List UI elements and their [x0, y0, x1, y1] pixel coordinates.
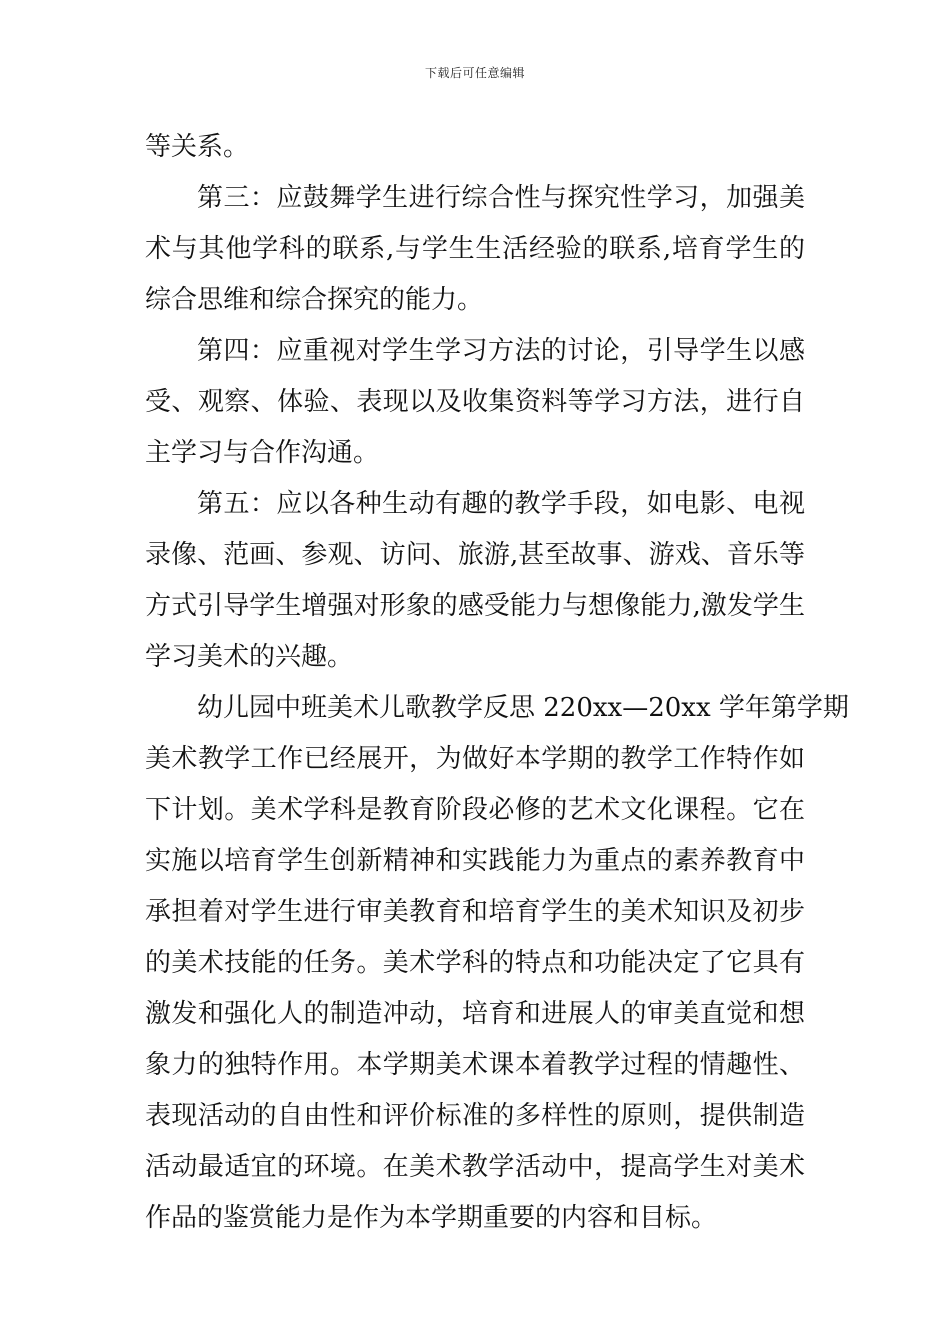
text-line: 承担着对学生进行审美教育和培育学生的美术知识及初步	[145, 897, 805, 927]
text-line: 表现活动的自由性和评价标准的多样性的原则，提供制造	[145, 1101, 805, 1131]
text-line: 象力的独特作用。本学期美术课本着教学过程的情趣性、	[145, 1050, 805, 1080]
text-line: 的美术技能的任务。美术学科的特点和功能决定了它具有	[145, 948, 805, 978]
text-line: 术与其他学科的联系,与学生生活经验的联系,培育学生的	[145, 234, 805, 264]
text-line: 下计划。美术学科是教育阶段必修的艺术文化课程。它在	[145, 795, 805, 825]
text-line: 等关系。	[145, 132, 250, 162]
text-line: 第三：应鼓舞学生进行综合性与探究性学习，加强美	[197, 183, 805, 213]
text-line: 主学习与合作沟通。	[145, 438, 380, 468]
text-line: 受、观察、体验、表现以及收集资料等学习方法，进行自	[145, 387, 805, 417]
text-line: 学习美术的兴趣。	[145, 642, 354, 672]
page-header: 下载后可任意编辑	[424, 66, 525, 80]
text-line: 激发和强化人的制造冲动，培育和进展人的审美直觉和想	[145, 999, 805, 1029]
text-line: 录像、范画、参观、访问、旅游,甚至故事、游戏、音乐等	[145, 540, 805, 570]
text-line: 幼儿园中班美术儿歌教学反思 220xx—20xx 学年第学期	[197, 693, 849, 723]
text-line: 方式引导学生增强对形象的感受能力与想像能力,激发学生	[145, 591, 805, 621]
text-line: 第五：应以各种生动有趣的教学手段，如电影、电视	[197, 489, 805, 519]
text-line: 美术教学工作已经展开，为做好本学期的教学工作特作如	[145, 744, 805, 774]
text-line: 综合思维和综合探究的能力。	[145, 285, 484, 315]
text-line: 作品的鉴赏能力是作为本学期重要的内容和目标。	[145, 1203, 718, 1233]
text-line: 第四：应重视对学生学习方法的讨论，引导学生以感	[197, 336, 805, 366]
text-line: 实施以培育学生创新精神和实践能力为重点的素养教育中	[145, 846, 805, 876]
text-line: 活动最适宜的环境。在美术教学活动中，提高学生对美术	[145, 1152, 805, 1182]
document-body	[145, 122, 849, 1244]
